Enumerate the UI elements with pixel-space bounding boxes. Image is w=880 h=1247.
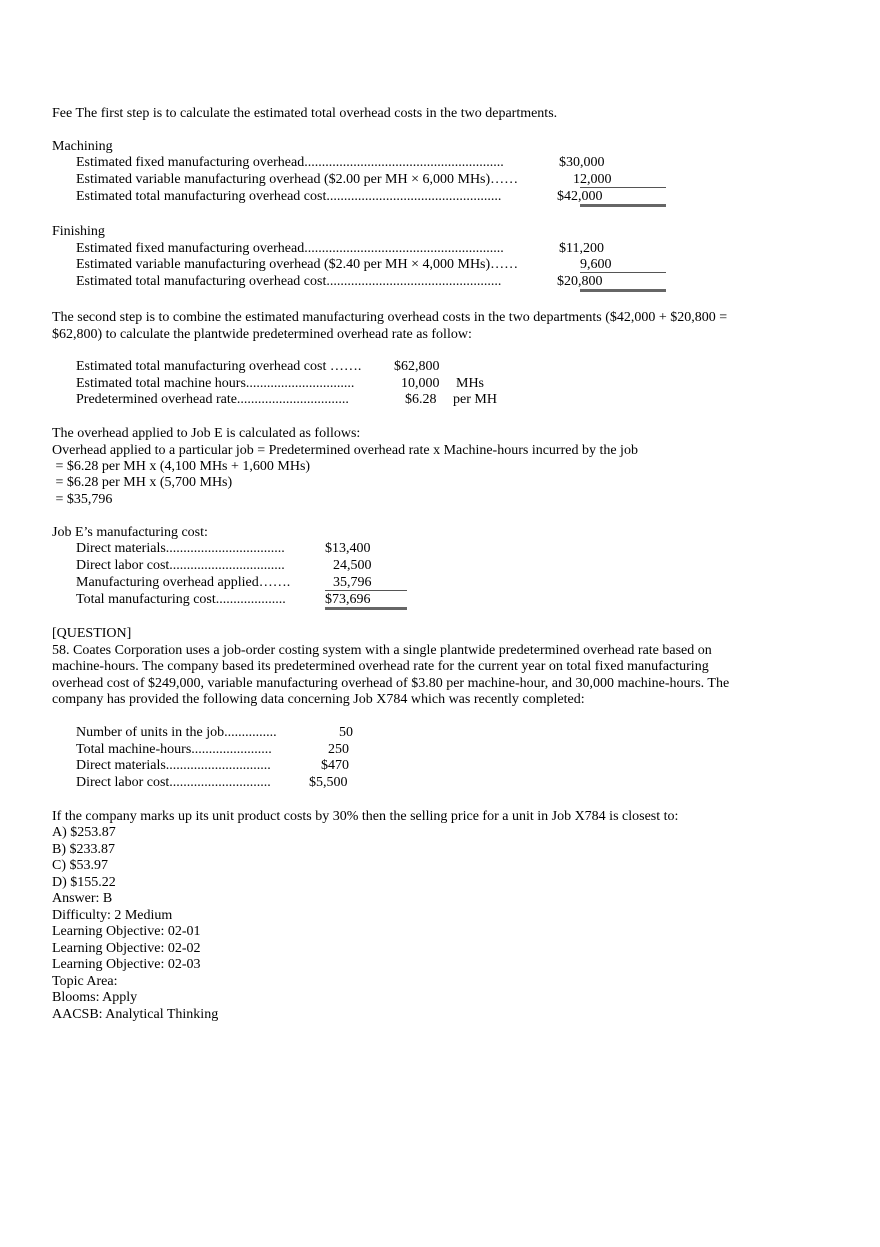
option-c: C) $53.97: [52, 858, 108, 873]
job-x784-materials-value: $470: [321, 758, 349, 773]
job-x784-hours-label: Total machine-hours.......................: [76, 742, 272, 757]
job-e-subtotal-rule: [325, 590, 407, 591]
job-e-materials-label: Direct materials..................................: [76, 541, 285, 556]
job-x784-units-value: 50: [339, 725, 353, 740]
applied-line-5: = $35,796: [52, 492, 113, 507]
second-step-line-2: $62,800) to calculate the plantwide predetermined overhead rate as follow:: [52, 327, 472, 342]
finishing-total-value: $20,800: [557, 274, 603, 289]
question-line-2: machine-hours. The company based its predetermined overhead rate for the current year on total fixed manufacturing: [52, 659, 709, 674]
job-e-labor-value: 24,500: [333, 558, 372, 573]
machining-heading: Machining: [52, 139, 113, 154]
machining-total-label: Estimated total manufacturing overhead cost..................................................: [76, 189, 502, 204]
finishing-fixed-label: Estimated fixed manufacturing overhead.........................................................: [76, 241, 504, 256]
question-line-1: 58. Coates Corporation uses a job-order costing system with a single plantwide predetermined overhead rate based on: [52, 643, 712, 658]
topic-area: Topic Area:: [52, 974, 118, 989]
rate-overhead-label: Estimated total manufacturing overhead cost …….: [76, 359, 362, 374]
applied-line-1: The overhead applied to Job E is calculated as follows:: [52, 426, 361, 441]
rate-hours-label: Estimated total machine hours...............................: [76, 376, 355, 391]
learning-objective-1: Learning Objective: 02-01: [52, 924, 201, 939]
applied-line-3: = $6.28 per MH x (4,100 MHs + 1,600 MHs): [52, 459, 311, 474]
machining-total-value: $42,000: [557, 189, 603, 204]
question-line-4: company has provided the following data concerning Job X784 which was recently completed:: [52, 692, 585, 707]
question-tag: [QUESTION]: [52, 626, 132, 641]
blooms: Blooms: Apply: [52, 990, 138, 1005]
job-e-total-value: $73,696: [325, 592, 371, 607]
option-a: A) $253.87: [52, 825, 116, 840]
rate-hours-value: 10,000: [401, 376, 440, 391]
job-x784-hours-value: 250: [328, 742, 349, 757]
job-x784-materials-label: Direct materials..............................: [76, 758, 271, 773]
job-e-labor-label: Direct labor cost.................................: [76, 558, 285, 573]
job-e-total-double-rule: [325, 607, 407, 610]
finishing-total-double-rule: [580, 289, 666, 292]
job-x784-labor-value: $5,500: [309, 775, 348, 790]
intro-text: Fee The first step is to calculate the estimated total overhead costs in the two departments.: [52, 106, 558, 121]
machining-variable-label: Estimated variable manufacturing overhead ($2.00 per MH × 6,000 MHs)……: [76, 172, 519, 187]
applied-line-4: = $6.28 per MH x (5,700 MHs): [52, 475, 233, 490]
job-e-materials-value: $13,400: [325, 541, 371, 556]
job-x784-labor-label: Direct labor cost.............................: [76, 775, 271, 790]
difficulty: Difficulty: 2 Medium: [52, 908, 173, 923]
second-step-line-1: The second step is to combine the estimated manufacturing overhead costs in the two departments ($42,000 + $20,800 =: [52, 310, 728, 325]
job-e-total-label: Total manufacturing cost....................: [76, 592, 286, 607]
applied-line-2: Overhead applied to a particular job = Predetermined overhead rate x Machine-hours incurred by the job: [52, 443, 638, 458]
rate-predetermined-unit: per MH: [453, 392, 497, 407]
job-e-overhead-label: Manufacturing overhead applied…….: [76, 575, 291, 590]
rate-predetermined-label: Predetermined overhead rate................................: [76, 392, 349, 407]
rate-overhead-value: $62,800: [394, 359, 440, 374]
aacsb: AACSB: Analytical Thinking: [52, 1007, 219, 1022]
machining-total-double-rule: [580, 204, 666, 207]
learning-objective-2: Learning Objective: 02-02: [52, 941, 201, 956]
question-prompt: If the company marks up its unit product costs by 30% then the selling price for a unit in Job X784 is closest to:: [52, 809, 679, 824]
finishing-subtotal-rule: [580, 272, 666, 273]
job-x784-units-label: Number of units in the job...............: [76, 725, 277, 740]
option-d: D) $155.22: [52, 875, 116, 890]
option-b: B) $233.87: [52, 842, 115, 857]
finishing-variable-value: 9,600: [580, 257, 612, 272]
job-e-heading: Job E’s manufacturing cost:: [52, 525, 208, 540]
finishing-heading: Finishing: [52, 224, 105, 239]
answer: Answer: B: [52, 891, 113, 906]
finishing-total-label: Estimated total manufacturing overhead cost..................................................: [76, 274, 502, 289]
learning-objective-3: Learning Objective: 02-03: [52, 957, 201, 972]
job-e-overhead-value: 35,796: [333, 575, 372, 590]
finishing-fixed-value: $11,200: [559, 241, 604, 256]
question-line-3: overhead cost of $249,000, variable manufacturing overhead of $3.80 per machine-hour, and 30,000 machine-hours. The: [52, 676, 730, 691]
rate-hours-unit: MHs: [456, 376, 485, 391]
machining-fixed-value: $30,000: [559, 155, 605, 170]
machining-subtotal-rule: [580, 187, 666, 188]
finishing-variable-label: Estimated variable manufacturing overhead ($2.40 per MH × 4,000 MHs)……: [76, 257, 519, 272]
machining-variable-value: 12,000: [573, 172, 612, 187]
machining-fixed-label: Estimated fixed manufacturing overhead.........................................................: [76, 155, 504, 170]
rate-predetermined-value: $6.28: [405, 392, 437, 407]
